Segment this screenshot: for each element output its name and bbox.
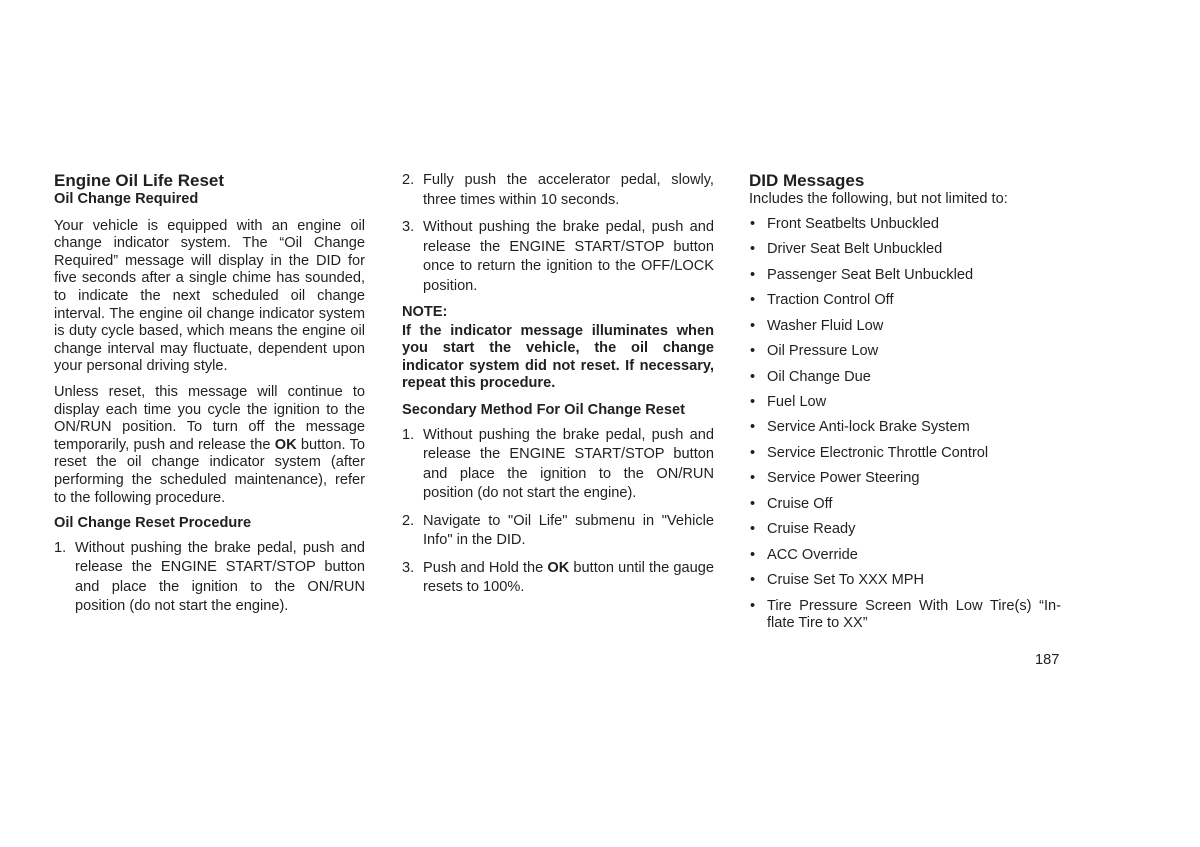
- procedure-list: [54, 539, 365, 617]
- list-item: [402, 171, 714, 210]
- list-item: [749, 292, 1061, 310]
- message-text: Cruise Ready: [767, 521, 856, 538]
- bullet: •: [750, 572, 756, 589]
- step-number: 3.: [402, 559, 415, 576]
- list-item: [402, 426, 714, 504]
- note-body: If the indicator message illuminates when you start the vehicle, the oil change indicator system did not reset. If necessary, repeat this procedure.: [402, 322, 714, 392]
- bullet: •: [750, 444, 756, 461]
- bullet: •: [750, 266, 756, 283]
- list-item: [749, 267, 1061, 285]
- list-item: [749, 521, 1061, 539]
- note-label: NOTE:: [402, 304, 448, 320]
- bullet: •: [750, 292, 756, 309]
- message-text: Service Anti-lock Brake System: [767, 419, 970, 436]
- list-item: [749, 598, 1061, 633]
- list-item: [749, 369, 1061, 387]
- text: button until the gauge resets to 100%.: [423, 559, 714, 596]
- bullet: •: [750, 597, 756, 614]
- list-item: [749, 343, 1061, 361]
- text: button. To reset the oil change indicator system (after performing the scheduled maintenance), refer to the following procedure.: [54, 436, 365, 506]
- middle-column: [402, 171, 714, 606]
- list-item: [749, 216, 1061, 234]
- list-item: [402, 512, 714, 551]
- bullet: •: [750, 317, 756, 334]
- bullet: •: [750, 470, 756, 487]
- message-text: ACC Override: [767, 546, 858, 563]
- procedure-list-continued: [402, 171, 714, 296]
- step-text: Fully push the accelerator pedal, slowly, three times within 10 seconds.: [423, 172, 714, 208]
- right-column: [749, 171, 1061, 641]
- bullet: •: [750, 546, 756, 563]
- message-text: Fuel Low: [767, 393, 827, 410]
- message-text: Service Power Steering: [767, 470, 920, 487]
- message-text: Tire Pressure Screen With Low Tire(s) “In- flate Tire to XX”: [767, 597, 1061, 632]
- bullet: •: [750, 368, 756, 385]
- step-number: 3.: [402, 219, 415, 235]
- step-text: Without pushing the brake pedal, push and release the ENGINE START/STOP button and place the ignition to the ON/RUN position (do not start the engine).: [75, 539, 365, 615]
- page-number: 187: [1035, 652, 1060, 668]
- message-text: Oil Pressure Low: [767, 343, 879, 360]
- intro-text: Includes the following, but not limited to:: [749, 191, 1008, 207]
- message-text: Front Seatbelts Unbuckled: [767, 215, 939, 232]
- message-text: Cruise Set To XXX MPH: [767, 572, 925, 589]
- secondary-procedure-list: [402, 426, 714, 598]
- step-text: [423, 559, 714, 598]
- paragraph: Your vehicle is equipped with an engine oil change indicator system. The “Oil Change Required” message will display in the DID for five seconds after a single chime has sounded, to indicate the next scheduled oil change interval. The engine oil change indicator system is duty cycle based, which means the engine oil change interval may fluctuate, dependent upon your personal driving style.: [54, 217, 365, 375]
- bullet: •: [750, 495, 756, 512]
- message-text: Service Electronic Throttle Control: [767, 444, 989, 461]
- message-text: Oil Change Due: [767, 368, 871, 385]
- message-text: Driver Seat Belt Unbuckled: [767, 241, 943, 258]
- bullet: •: [750, 241, 756, 258]
- list-item: [749, 318, 1061, 336]
- ok-button-label: OK: [547, 559, 570, 576]
- ok-button-label: OK: [274, 436, 297, 453]
- section-heading: Engine Oil Life Reset: [54, 171, 225, 190]
- procedure-heading: Oil Change Reset Procedure: [54, 515, 252, 532]
- step-number: 1.: [402, 426, 415, 443]
- step-number: 2.: [402, 172, 415, 188]
- step-text: Without pushing the brake pedal, push and release the ENGINE START/STOP button once to return the ignition to the OFF/LOCK position.: [423, 219, 714, 294]
- subsection-heading: Oil Change Required: [54, 191, 199, 207]
- bullet: •: [750, 419, 756, 436]
- message-text: Traction Control Off: [767, 292, 894, 309]
- list-item: [749, 470, 1061, 488]
- paragraph: [54, 384, 365, 507]
- bullet: •: [750, 393, 756, 410]
- text: Unless reset, this message will continue to display each time you cycle the ignition to the ON/RUN position. To turn off the message temporarily, push and release the: [54, 383, 365, 453]
- step-number: 2.: [402, 512, 415, 529]
- list-item: [402, 218, 714, 296]
- list-item: [749, 419, 1061, 437]
- message-text: Cruise Off: [767, 495, 833, 512]
- bullet: •: [750, 343, 756, 360]
- list-item: [749, 241, 1061, 259]
- step-text: Without pushing the brake pedal, push and release the ENGINE START/STOP button and place the ignition to the ON/RUN position (do not start the engine).: [423, 426, 714, 502]
- list-item: [749, 572, 1061, 590]
- secondary-method-heading: Secondary Method For Oil Change Reset: [402, 401, 686, 418]
- did-messages-list: [749, 216, 1061, 633]
- list-item: [749, 394, 1061, 412]
- list-item: [749, 445, 1061, 463]
- message-text: Passenger Seat Belt Unbuckled: [767, 266, 974, 283]
- bullet: •: [750, 521, 756, 538]
- message-text: Washer Fluid Low: [767, 317, 884, 334]
- step-text: Navigate to "Oil Life" submenu in "Vehicle Info" in the DID.: [423, 512, 714, 549]
- step-number: 1.: [54, 539, 67, 556]
- left-column: [54, 171, 365, 625]
- section-heading: DID Messages: [749, 171, 865, 190]
- list-item: [749, 547, 1061, 565]
- bullet: •: [750, 215, 756, 232]
- list-item: [749, 496, 1061, 514]
- list-item: [54, 539, 365, 617]
- list-item: [402, 559, 714, 598]
- text: Push and Hold the: [423, 559, 548, 576]
